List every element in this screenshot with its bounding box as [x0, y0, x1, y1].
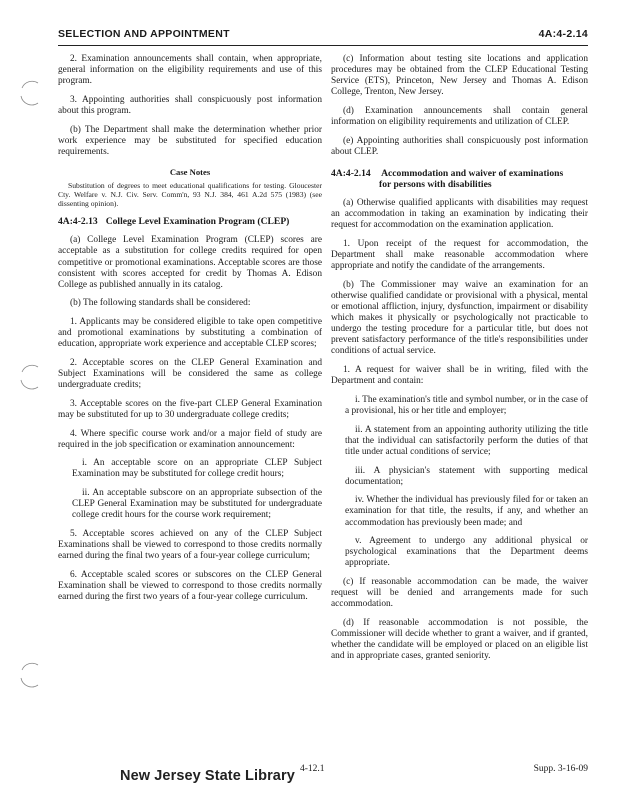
- paragraph: (e) Appointing authorities shall conspicuously post information about CLEP.: [331, 135, 588, 157]
- paragraph: (c) Information about testing site locations and application procedures may be obtained from the CLEP Educational Testing Service (ETS), Princeton, New Jersey and Thomas A. Edison College, Trenton, New Jersey.: [331, 54, 588, 98]
- library-watermark: New Jersey State Library: [120, 768, 295, 784]
- section-heading-accommodation: [331, 168, 588, 190]
- paragraph: (b) The Department shall make the determination whether prior work experience may be substituted for specified education requirements.: [58, 124, 322, 157]
- list-item: 5. Acceptable scores achieved on any of the CLEP Subject Examinations shall be viewed to correspond to those credits normally earned during the final two years of a four-year college curriculum;: [58, 529, 322, 562]
- sub-list-item: v. Agreement to undergo any additional physical or psychological examinations that the Department deems appropriate.: [345, 536, 588, 569]
- list-item: 1. Applicants may be considered eligible to take open competitive and promotional examinations by substituting a combination of education, appropriate work experience and acceptable CLEP scores;: [58, 317, 322, 350]
- header-title: SELECTION AND APPOINTMENT: [58, 28, 230, 40]
- list-item: 3. Acceptable scores on the five-part CLEP General Examination may be substituted for up to 30 undergraduate college credits;: [58, 398, 322, 420]
- paragraph: 2. Examination announcements shall contain, when appropriate, general information on the eligibility requirements and use of this program.: [58, 54, 322, 87]
- right-column: [331, 54, 588, 670]
- sub-list-item: iv. Whether the individual has previously filed for or taken an examination for that title, the results, if any, and whether an accommodation has previously been made; and: [345, 495, 588, 528]
- list-item: 1. Upon receipt of the request for accommodation, the Department shall make reasonable accommodation where appropriate and notify the candidate of the arrangements.: [331, 239, 588, 272]
- paragraph: (b) The Commissioner may waive an examination for an otherwise qualified candidate or provisional with a physical, mental or emotional affliction, injury, dysfunction, impairment or disability which makes it physically or psychologically not practicable to undergo the testing procedure for a particular title, but does not prevent satisfactory performance of the title's responsibilities under conditions of actual service.: [331, 279, 588, 357]
- sub-list-item: ii. A statement from an appointing authority utilizing the title that the individual can satisfactorily perform the duties of that title under actual conditions of service;: [345, 424, 588, 457]
- list-item: 2. Acceptable scores on the CLEP General Examination and Subject Examinations will be considered the same as college undergraduate credits;: [58, 357, 322, 391]
- case-note: Substitution of degrees to meet educational qualifications for testing. Gloucester Cty. Welfare v. N.J. Civ. Serv. Comm'n, 93 N.J. 384, 461 A.2d 575 (1983) (see dissenting opinion).: [58, 181, 322, 209]
- paragraph: 3. Appointing authorities shall conspicuously post information about this program.: [58, 94, 322, 116]
- punch-hole-icon: [18, 662, 44, 688]
- section-heading-clep: [58, 216, 322, 227]
- section-title: Accommodation and waiver of examinations: [381, 167, 564, 179]
- section-title-line-2: for persons with disabilities: [379, 179, 492, 191]
- case-notes-heading: Case Notes: [169, 166, 211, 177]
- sub-list-item: i. An acceptable score on an appropriate CLEP Subject Examination may be substituted for college credit hours;: [72, 458, 322, 480]
- header-section-number: 4A:4-2.14: [538, 28, 588, 40]
- paragraph: (a) College Level Examination Program (CLEP) scores are acceptable as a substitution for college credits required for open competitive or promotional examinations. Acceptable scores are those consistent with scores accepted for credit by Thomas A. Edison College as published annually in its catalog.: [58, 235, 322, 290]
- punch-hole-icon: [18, 80, 44, 106]
- running-header: [58, 28, 588, 44]
- sub-list-item: ii. An acceptable subscore on an appropriate subsection of the CLEP General Examination may be substituted for undergraduate college credit hours for the course work requirement;: [72, 488, 322, 521]
- supplement-date: Supp. 3-16-09: [533, 764, 588, 774]
- sub-list-item: iii. A physician's statement with supporting medical documentation;: [345, 465, 588, 487]
- section-number: 4A:4-2.14: [331, 167, 371, 179]
- sub-list-item: i. The examination's title and symbol number, or in the case of a provisional, his or her title and employer;: [345, 394, 588, 416]
- paragraph: (a) Otherwise qualified applicants with disabilities may request an accommodation in taking an examination by indicating their request for accommodation on the examination application.: [331, 198, 588, 231]
- list-item: 1. A request for waiver shall be in writing, filed with the Department and contain:: [331, 365, 588, 387]
- paragraph: (c) If reasonable accommodation can be made, the waiver request will be denied and arrangements made for such accommodation.: [331, 577, 588, 610]
- punch-hole-icon: [18, 364, 44, 390]
- left-column: [58, 54, 322, 611]
- list-item: 4. Where specific course work and/or a major field of study are required in the job specification or examination announcement:: [58, 428, 322, 450]
- paragraph: (b) The following standards shall be considered:: [70, 298, 251, 309]
- paragraph: (d) Examination announcements shall contain general information on eligibility requirements and utilization of CLEP.: [331, 105, 588, 128]
- section-title: College Level Examination Program (CLEP): [105, 216, 290, 228]
- paragraph: (d) If reasonable accommodation is not possible, the Commissioner will decide whether to grant a waiver, and if granted, whether the candidate will be employed or placed on an eligible list and in appropriate cases, granted seniority.: [331, 617, 588, 662]
- section-number: 4A:4-2.13: [58, 216, 98, 228]
- page-number: 4-12.1: [300, 764, 325, 774]
- header-rule: [58, 45, 588, 46]
- list-item: 6. Acceptable scaled scores or subscores on the CLEP General Examination shall be viewed to correspond to those credits normally earned during the first two years of a four-year college curriculum.: [58, 569, 322, 603]
